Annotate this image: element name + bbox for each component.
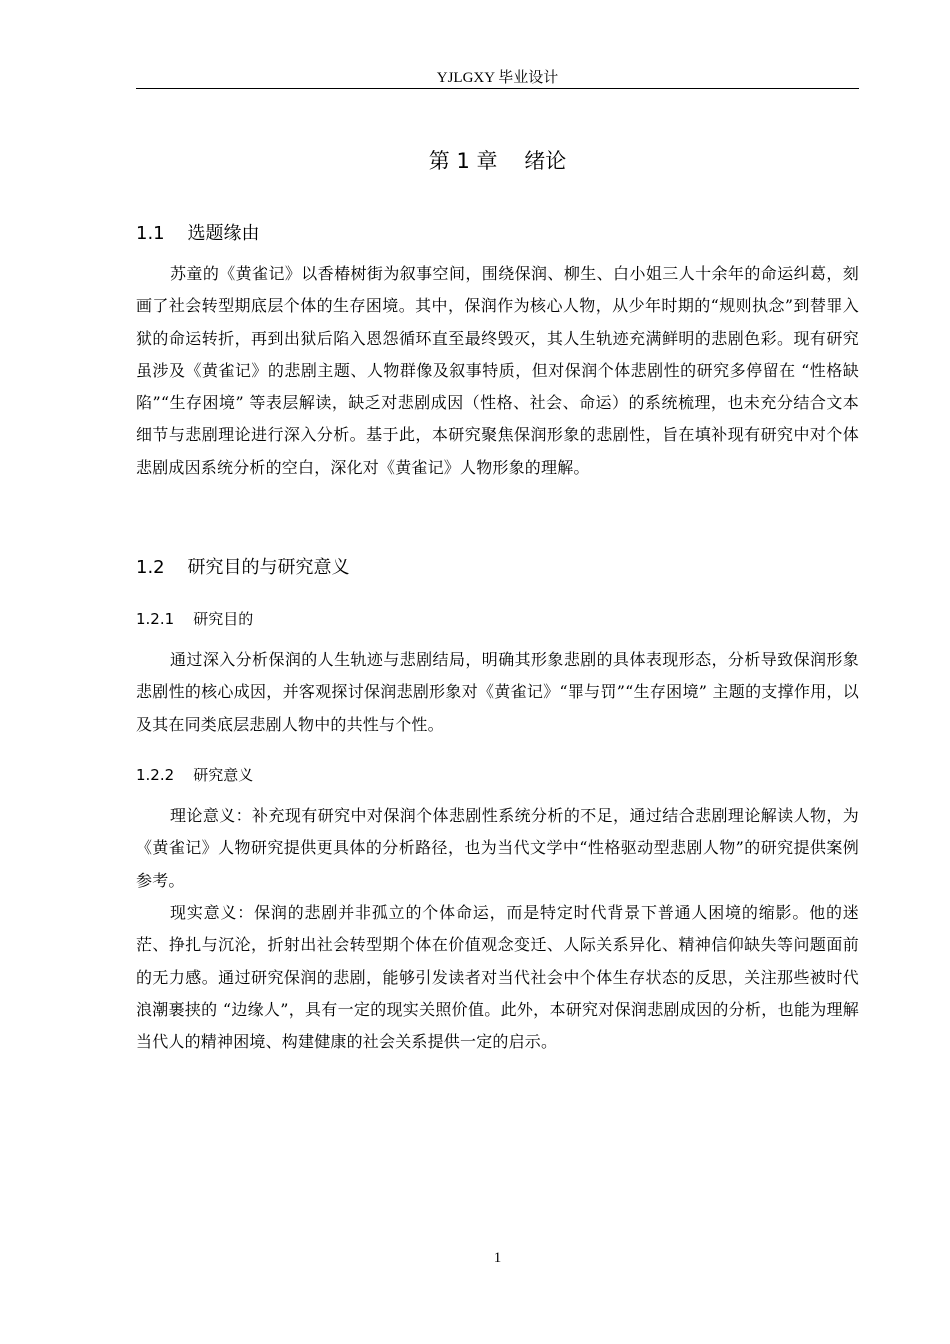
page-header: YJLGXY 毕业设计 [436,70,559,86]
subsection-1-2-2-paragraph-theory: 理论意义：补充现有研究中对保润个体悲剧性系统分析的不足，通过结合悲剧理论解读人物，为《黄雀记》人物研究提供更具体的分析路径，也为当代文学中“性格驱动型悲剧人物”的研究提供案例参考。 [136,806,859,890]
page-number: 1 [493,1250,502,1266]
subsection-1-2-2-paragraph-practice: 现实意义：保润的悲剧并非孤立的个体命运，而是特定时代背景下普通人困境的缩影。他的迷茫、挣扎与沉沦，折射出社会转型期个体在价值观念变迁、人际关系异化、精神信仰缺失等问题面前的无力感。通过研究保润的悲剧，能够引发读者对当代社会中个体生存状态的反思，关注那些被时代浪潮裹挟的 “边缘人”，具有一定的现实关照价值。此外，本研究对保润悲剧成因的分析，也能为理解当代人的精神困境、构建健康的社会关系提供一定的启示。 [136,903,859,1052]
section-heading-1-2: 1.2 研究目的与研究意义 [136,557,350,578]
section-heading-1-1: 1.1 选题缘由 [136,223,260,244]
section-1-1-paragraph: 苏童的《黄雀记》以香椿树街为叙事空间，围绕保润、柳生、白小姐三人十余年的命运纠葛，刻画了社会转型期底层个体的生存困境。其中，保润作为核心人物，从少年时期的“规则执念”到替罪入狱的命运转折，再到出狱后陷入恩怨循环直至最终毁灭，其人生轨迹充满鲜明的悲剧色彩。现有研究虽涉及《黄雀记》的悲剧主题、人物群像及叙事特质，但对保润个体悲剧性的研究多停留在 “性格缺陷”“生存困境” 等表层解读，缺乏对悲剧成因（性格、社会、命运）的系统梳理，也未充分结合文本细节与悲剧理论进行深入分析。基于此，本研究聚焦保润形象的悲剧性，旨在填补现有研究中对个体悲剧成因系统分析的空白，深化对《黄雀记》人物形象的理解。 [136,264,859,477]
subsection-heading-1-2-2: 1.2.2 研究意义 [136,766,254,784]
subsection-1-2-1-paragraph: 通过深入分析保润的人生轨迹与悲剧结局，明确其形象悲剧的具体表现形态，分析导致保润形象悲剧性的核心成因，并客观探讨保润悲剧形象对《黄雀记》“罪与罚”“生存困境” 主题的支撑作用，以及其在同类底层悲剧人物中的共性与个性。 [136,650,859,734]
subsection-heading-1-2-1: 1.2.1 研究目的 [136,610,254,628]
header-divider [136,88,859,89]
chapter-title: 第 1 章 绪论 [428,149,567,173]
